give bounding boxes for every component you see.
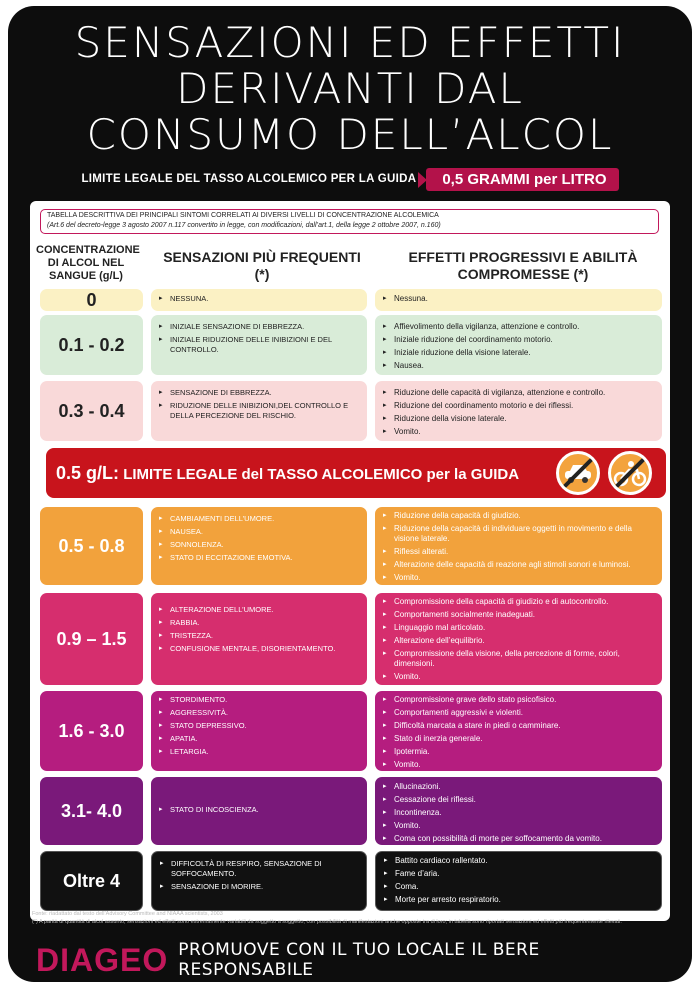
sensation-item: ▸ SONNOLENZA. <box>159 540 359 550</box>
sensation-item: ▸ STATO DI ECCITAZIONE EMOTIVA. <box>159 553 359 563</box>
effect-item: ▸ Riflessi alterati. <box>383 547 654 557</box>
effects-cell <box>375 315 662 375</box>
no-car-icon <box>556 451 600 495</box>
effect-item: ▸ Battito cardiaco rallentato. <box>384 856 653 866</box>
effect-item: ▸ Comportamenti aggressivi e violenti. <box>383 708 654 718</box>
level-cell: Oltre 4 <box>40 851 143 911</box>
level-cell: 1.6 - 3.0 <box>40 691 143 771</box>
sensation-item: ▸ CAMBIAMENTI DELL’UMORE. <box>159 514 359 524</box>
sensation-item: ▸ STORDIMENTO. <box>159 695 359 705</box>
sensation-item: ▸ STATO DEPRESSIVO. <box>159 721 359 731</box>
sensations-cell <box>151 315 367 375</box>
sensations-cell <box>151 777 367 845</box>
sensation-item: ▸ SENSAZIONE DI EBBREZZA. <box>159 388 359 398</box>
sensation-item: ▸ SENSAZIONE DI MORIRE. <box>160 882 358 892</box>
effect-item: ▸ Compromissione della visione, della percezione di forme, colori, dimensioni. <box>383 649 654 669</box>
effects-cell <box>375 381 662 441</box>
effect-item: ▸ Iniziale riduzione del coordinamento motorio. <box>383 335 654 345</box>
table-row-level-0.9 <box>40 593 662 685</box>
effect-item: ▸ Vomito. <box>383 573 654 583</box>
table-row-level-0.1 <box>40 315 662 375</box>
effects-cell <box>375 777 662 845</box>
level-cell: 0 <box>40 289 143 311</box>
banner-text <box>46 463 519 484</box>
effect-item: ▸ Ipotermia. <box>383 747 654 757</box>
effect-item: ▸ Compromissione della capacità di giudizio e di autocontrollo. <box>383 597 654 607</box>
legal-limit-label: LIMITE LEGALE DEL TASSO ALCOLEMICO PER LA GUIDA <box>81 173 417 185</box>
effect-item: ▸ Riduzione della capacità di giudizio. <box>383 511 654 521</box>
source-note: Fonte: riadattato dal testo dell’Advisory Committee and NIAAA scientists, 2003 <box>32 911 223 917</box>
sensations-cell <box>151 593 367 685</box>
footer <box>36 942 676 978</box>
sensations-cell <box>151 381 367 441</box>
sensation-item: ▸ INIZIALE RIDUZIONE DELLE INIBIZIONI E DEL CONTROLLO. <box>159 335 359 355</box>
title-line-2: DERIVANTI DAL <box>176 64 524 113</box>
effects-cell <box>375 851 662 911</box>
legal-limit-line <box>8 167 692 191</box>
header-concentration: CONCENTRAZIONE DI ALCOL NEL SANGUE (g/L) <box>36 244 140 282</box>
effect-item: ▸ Alterazione delle capacità di reazione agli stimoli sonori e luminosi. <box>383 560 654 570</box>
effect-item: ▸ Vomito. <box>383 760 654 770</box>
slogan: PROMUOVE CON IL TUO LOCALE IL BERE RESPONSABILE <box>178 940 540 980</box>
effect-item: ▸ Incontinenza. <box>383 808 654 818</box>
reference-line-2: (Art.6 del decreto-legge 3 agosto 2007 n.117 convertito in legge, con modificazioni, dall’art.1, della legge 2 ottobre 2007, n.160) <box>47 222 441 229</box>
effect-item: ▸ Compromissione grave dello stato psicofisico. <box>383 695 654 705</box>
page-title <box>8 20 692 158</box>
effect-item: ▸ Iniziale riduzione della visione laterale. <box>383 348 654 358</box>
effect-item: ▸ Riduzione della visione laterale. <box>383 414 654 424</box>
effects-cell <box>375 593 662 685</box>
sensation-item: ▸ ALTERAZIONE DELL’UMORE. <box>159 605 359 615</box>
header-effects: EFFETTI PROGRESSIVI E ABILITÀ COMPROMESSE (*) <box>408 249 638 282</box>
effect-item: ▸ Affievolimento della vigilanza, attenzione e controllo. <box>383 322 654 332</box>
effect-item: ▸ Linguaggio mal articolato. <box>383 623 654 633</box>
sensations-cell <box>151 691 367 771</box>
reference-box <box>40 209 659 234</box>
sensation-item: ▸ STATO DI INCOSCIENZA. <box>159 805 359 815</box>
table-row-level-over-4 <box>40 851 662 911</box>
effect-item: ▸ Morte per arresto respiratorio. <box>384 895 653 905</box>
effect-item: ▸ Vomito. <box>383 821 654 831</box>
no-motorbike-icon <box>608 451 652 495</box>
effect-item: ▸ Nausea. <box>383 361 654 371</box>
effect-item: ▸ Riduzione della capacità di individuare oggetti in movimento e della visione laterale. <box>383 524 654 544</box>
title-line-1: SENSAZIONI ED EFFETTI <box>74 18 626 67</box>
effect-item: ▸ Vomito. <box>383 672 654 682</box>
sensation-item: ▸ AGGRESSIVITÀ. <box>159 708 359 718</box>
effect-item: ▸ Coma con possibilità di morte per soffocamento da vomito. <box>383 834 654 844</box>
sensation-item: ▸ CONFUSIONE MENTALE, DISORIENTAMENTO. <box>159 644 359 654</box>
level-cell: 3.1- 4.0 <box>40 777 143 845</box>
effect-item: ▸ Coma. <box>384 882 653 892</box>
effect-item: ▸ Riduzione del coordinamento motorio e dei riflessi. <box>383 401 654 411</box>
brand-logo: DIAGEO <box>36 941 169 978</box>
sensations-cell <box>151 289 367 311</box>
poster <box>8 6 692 982</box>
effect-item: ▸ Cessazione dei riflessi. <box>383 795 654 805</box>
table-row-level-3.1 <box>40 777 662 845</box>
effect-item: ▸ Allucinazioni. <box>383 782 654 792</box>
sensation-item: ▸ INIZIALE SENSAZIONE DI EBBREZZA. <box>159 322 359 332</box>
banner-value: 0.5 g/L: <box>56 462 120 483</box>
effect-item: ▸ Alterazione dell’equilibrio. <box>383 636 654 646</box>
effect-item: ▸ Vomito. <box>383 427 654 437</box>
reference-line-1: TABELLA DESCRITTIVA DEI PRINCIPALI SINTOMI CORRELATI AI DIVERSI LIVELLI DI CONCENTRAZIONE ALCOLEMICA <box>47 212 439 219</box>
sensation-item: ▸ NAUSEA. <box>159 527 359 537</box>
sensation-item: ▸ TRISTEZZA. <box>159 631 359 641</box>
level-cell: 0.5 - 0.8 <box>40 507 143 585</box>
sensation-item: ▸ RABBIA. <box>159 618 359 628</box>
table-row-level-0 <box>40 289 662 311</box>
legal-limit-value: 0,5 GRAMMI per LITRO <box>426 168 618 191</box>
level-cell: 0.1 - 0.2 <box>40 315 143 375</box>
sensation-item: ▸ DIFFICOLTÀ DI RESPIRO, SENSAZIONE DI SOFFOCAMENTO. <box>160 859 358 879</box>
effect-item: ▸ Riduzione delle capacità di vigilanza, attenzione e controllo. <box>383 388 654 398</box>
sensation-item: ▸ NESSUNA. <box>159 294 359 304</box>
title-line-3: CONSUMO DELL’ALCOL <box>86 110 614 159</box>
legal-limit-banner <box>46 448 666 498</box>
symptom-table <box>30 201 670 921</box>
effects-cell <box>375 289 662 311</box>
table-row-level-0.3 <box>40 381 662 441</box>
table-row-level-1.6 <box>40 691 662 771</box>
sensations-cell <box>151 851 367 911</box>
effect-item: ▸ Nessuna. <box>383 294 654 304</box>
sensation-item: ▸ RIDUZIONE DELLE INIBIZIONI,DEL CONTROLLO E DELLA PERCEZIONE DEL RISCHIO. <box>159 401 359 421</box>
table-row-level-0.5 <box>40 507 662 585</box>
sensations-cell <box>151 507 367 585</box>
footnote: (*) A parità di quantità di alcol assunto, sensazioni ed effetti sono estremamente variabili da soggetto a soggetto, con possibilità di manifestazioni anche opposte tra di loro; in tabella sono riportati sensazioni ed effetti più frequentemente rilevati. <box>32 919 622 925</box>
level-cell: 0.9 – 1.5 <box>40 593 143 685</box>
sensation-item: ▸ APATIA. <box>159 734 359 744</box>
effect-item: ▸ Difficoltà marcata a stare in piedi o camminare. <box>383 721 654 731</box>
effects-cell <box>375 507 662 585</box>
header-sensations: SENSAZIONI PIÙ FREQUENTI (*) <box>163 249 361 282</box>
level-cell: 0.3 - 0.4 <box>40 381 143 441</box>
effect-item: ▸ Fame d’aria. <box>384 869 653 879</box>
banner-label: LIMITE LEGALE del TASSO ALCOLEMICO per la GUIDA <box>123 465 520 483</box>
effect-item: ▸ Stato di inerzia generale. <box>383 734 654 744</box>
effect-item: ▸ Comportamenti socialmente inadeguati. <box>383 610 654 620</box>
sensation-item: ▸ LETARGIA. <box>159 747 359 757</box>
effects-cell <box>375 691 662 771</box>
